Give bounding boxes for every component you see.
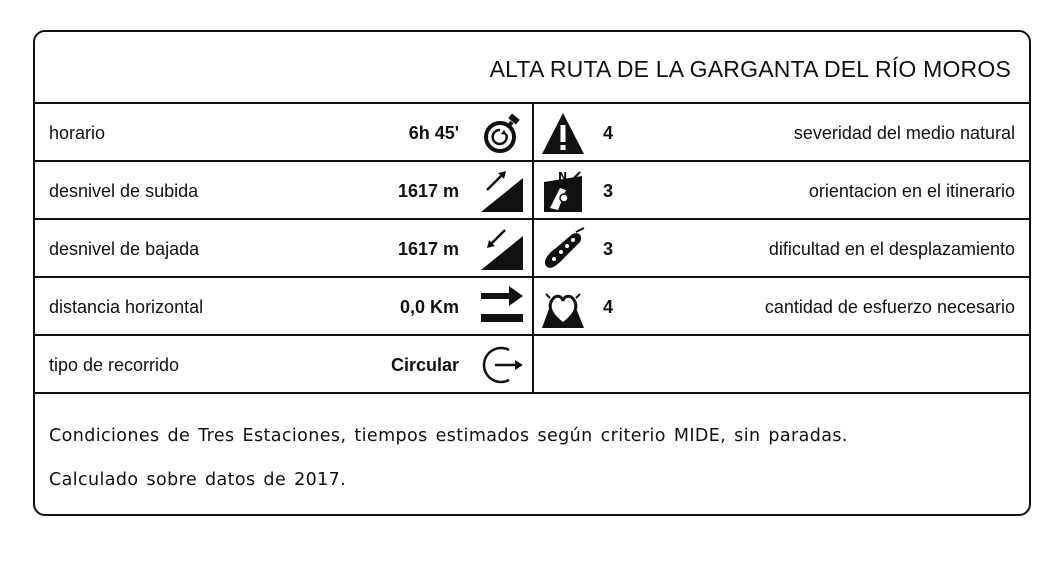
row-distancia [35,278,1029,336]
mide-card [33,30,1031,516]
stopwatch-icon [479,110,525,156]
distance-arrow-icon [479,284,525,330]
tipo-value: Circular [390,355,459,375]
descent-icon [479,226,525,272]
row-horario [35,104,1029,162]
row-desnivel-subida [35,162,1029,220]
tipo-label: tipo de recorrido [49,355,180,375]
severidad-label: severidad del medio natural [793,123,1015,143]
distancia-value: 0,0 Km [399,297,459,317]
orientacion-score: 3 [603,181,614,201]
route-title: ALTA RUTA DE LA GARGANTA DEL RÍO MOROS [489,56,1011,82]
bajada-value: 1617 m [397,239,459,259]
note-conditions: Condiciones de Tres Estaciones, tiempos estimados según criterio MIDE, sin paradas. [49,426,848,446]
title-row [35,32,1029,104]
subida-label: desnivel de subida [49,181,199,201]
orientacion-label: orientacion en el itinerario [808,181,1015,201]
compass-orientation-icon [540,168,586,214]
bajada-label: desnivel de bajada [49,239,200,259]
row-tipo-recorrido [35,336,1029,394]
heart-effort-icon [540,284,586,330]
ascent-icon [479,168,525,214]
subida-value: 1617 m [397,181,459,201]
severidad-score: 4 [603,123,614,143]
desplazamiento-label: dificultad en el desplazamiento [768,239,1015,259]
distancia-label: distancia horizontal [49,297,204,317]
warning-mountain-icon [540,110,586,156]
note-calculation: Calculado sobre datos de 2017. [49,470,347,490]
desplazamiento-score: 3 [603,239,614,259]
horario-label: horario [49,123,106,143]
svg-text:N: N [558,170,568,183]
esfuerzo-score: 4 [603,297,614,317]
mide-grid [35,104,1029,394]
row-desnivel-bajada [35,220,1029,278]
circular-route-icon [479,342,525,388]
boot-sole-icon [540,226,586,272]
horario-value: 6h 45' [408,123,459,143]
esfuerzo-label: cantidad de esfuerzo necesario [764,297,1015,317]
